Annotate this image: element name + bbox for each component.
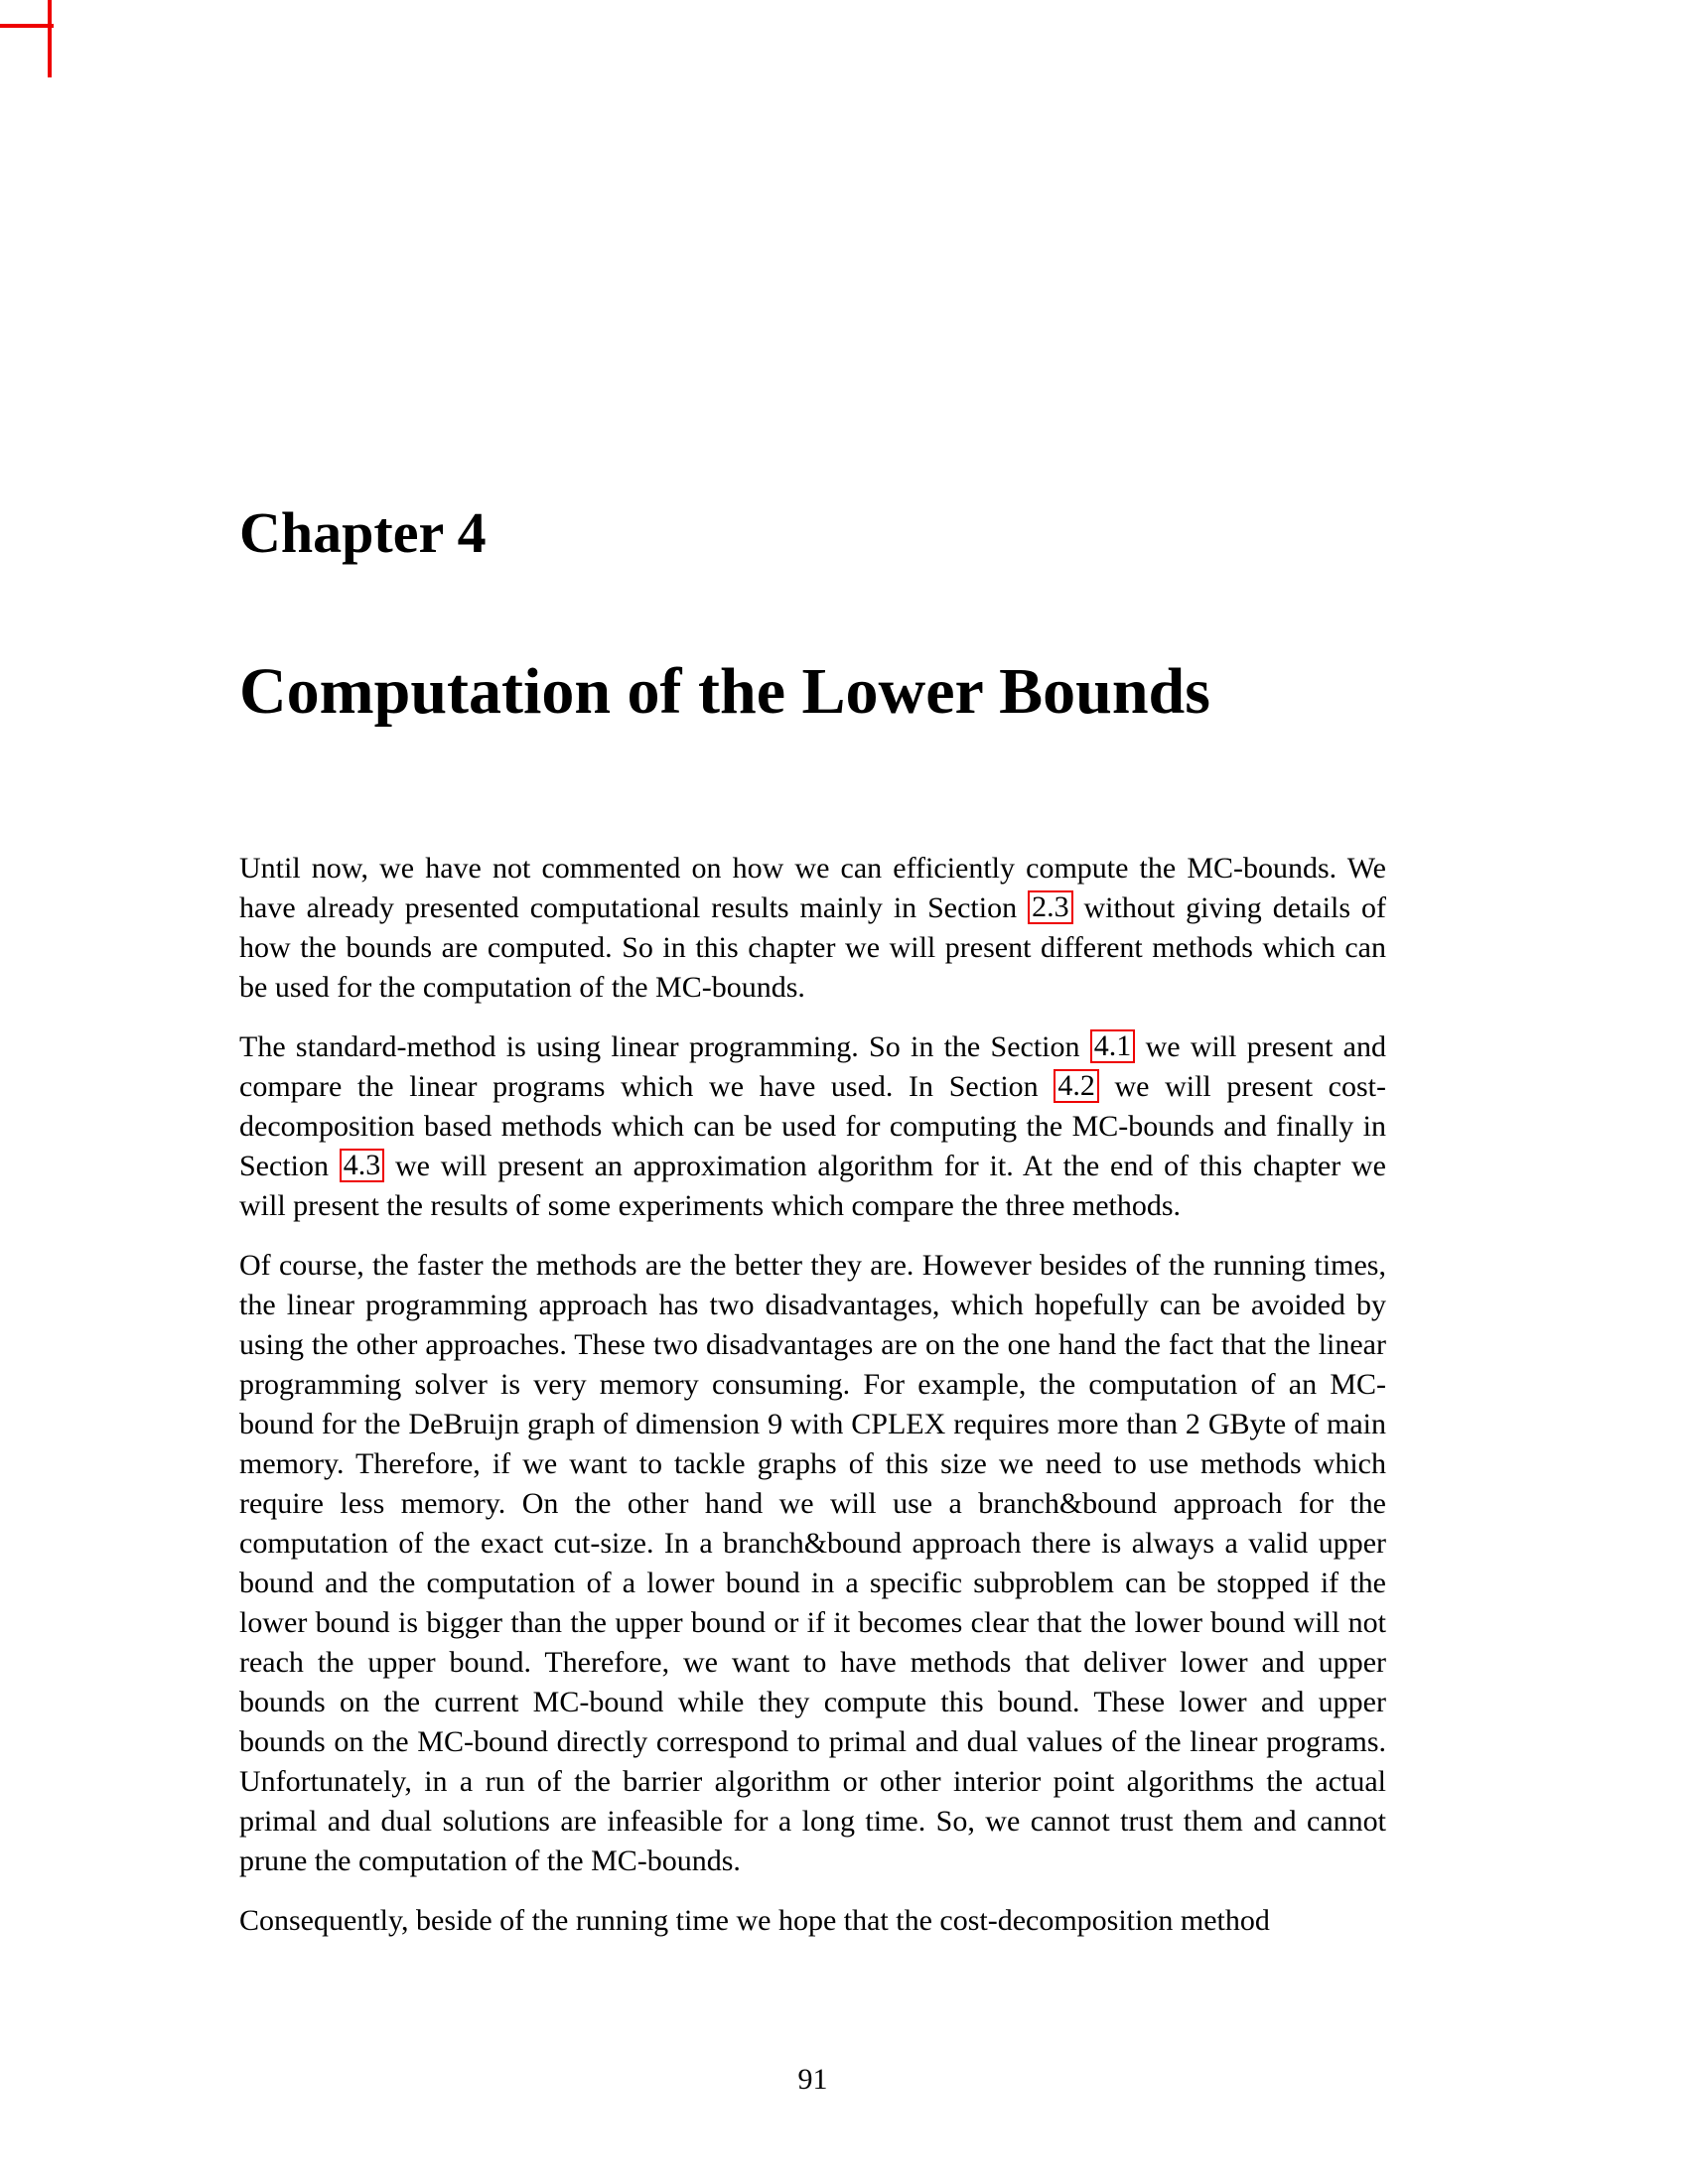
paragraph: Of course, the faster the methods are the better they are. However besides of the running times, the linear programming approach has two disadvantages, which hopefully can be avoided by using the other approaches. These two disadvantages are on the one hand the fact that the linear programming solver is very memory consuming. For example, the computation of an MC-bound for the DeBruijn graph of dimension 9 with CPLEX requires more than 2 GByte of main memory. Therefore, if we want to tackle graphs of this size we need to use methods which require less memory. On the other hand we will use a branch&bound approach for the computation of the exact cut-size. In a branch&bound approach there is always a valid upper bound and the computation of a lower bound in a specific subproblem can be stopped if the lower bound is bigger than the upper bound or if it becomes clear that the lower bound will not reach the upper bound. Therefore, we want to have methods that deliver lower and upper bounds on the current MC-bound while they compute this bound. These lower and upper bounds on the MC-bound directly correspond to primal and dual values of the linear programs. Unfortunately, in a run of the barrier algorithm or other interior point algorithms the actual primal and dual solutions are infeasible for a long time. So, we cannot trust them and cannot prune the computation of the MC-bounds. [239,1249,1386,1878]
chapter-label: Chapter 4 [239,500,487,565]
paragraph: Until now, we have not commented on how we can efficiently compute the MC-bounds. We have already presented computational results mainly in Section 2.3 without giving details of how the bounds are computed. So in this chapter we will present different methods which can be used for the computation of the MC-bounds. [239,852,1387,1005]
section-ref-link[interactable]: 4.2 [1054,1069,1099,1103]
chapter-title: Computation of the Lower Bounds [239,654,1210,728]
paragraph: Consequently, beside of the running time we hope that the cost-decomposition method [239,1904,1270,1938]
section-ref-link[interactable]: 4.1 [1090,1029,1136,1063]
crop-mark-vertical [48,0,52,77]
body [239,849,1386,1941]
text-block [239,501,1386,1961]
paragraph: The standard-method is using linear programming. So in the Section 4.1 we will present and compare the linear programs which we have used. In Section 4.2 we will present cost-decomposition based methods which can be used for computing the MC-bounds and finally in Section 4.3 we will present an approximation algorithm for it. At the end of this chapter we will present the results of some experiments which compare the three methods. [239,1029,1387,1223]
section-ref-link[interactable]: 2.3 [1028,890,1073,924]
crop-mark-horizontal [0,24,54,28]
section-ref-link[interactable]: 4.3 [340,1149,385,1182]
page-number: 91 [797,2063,828,2096]
